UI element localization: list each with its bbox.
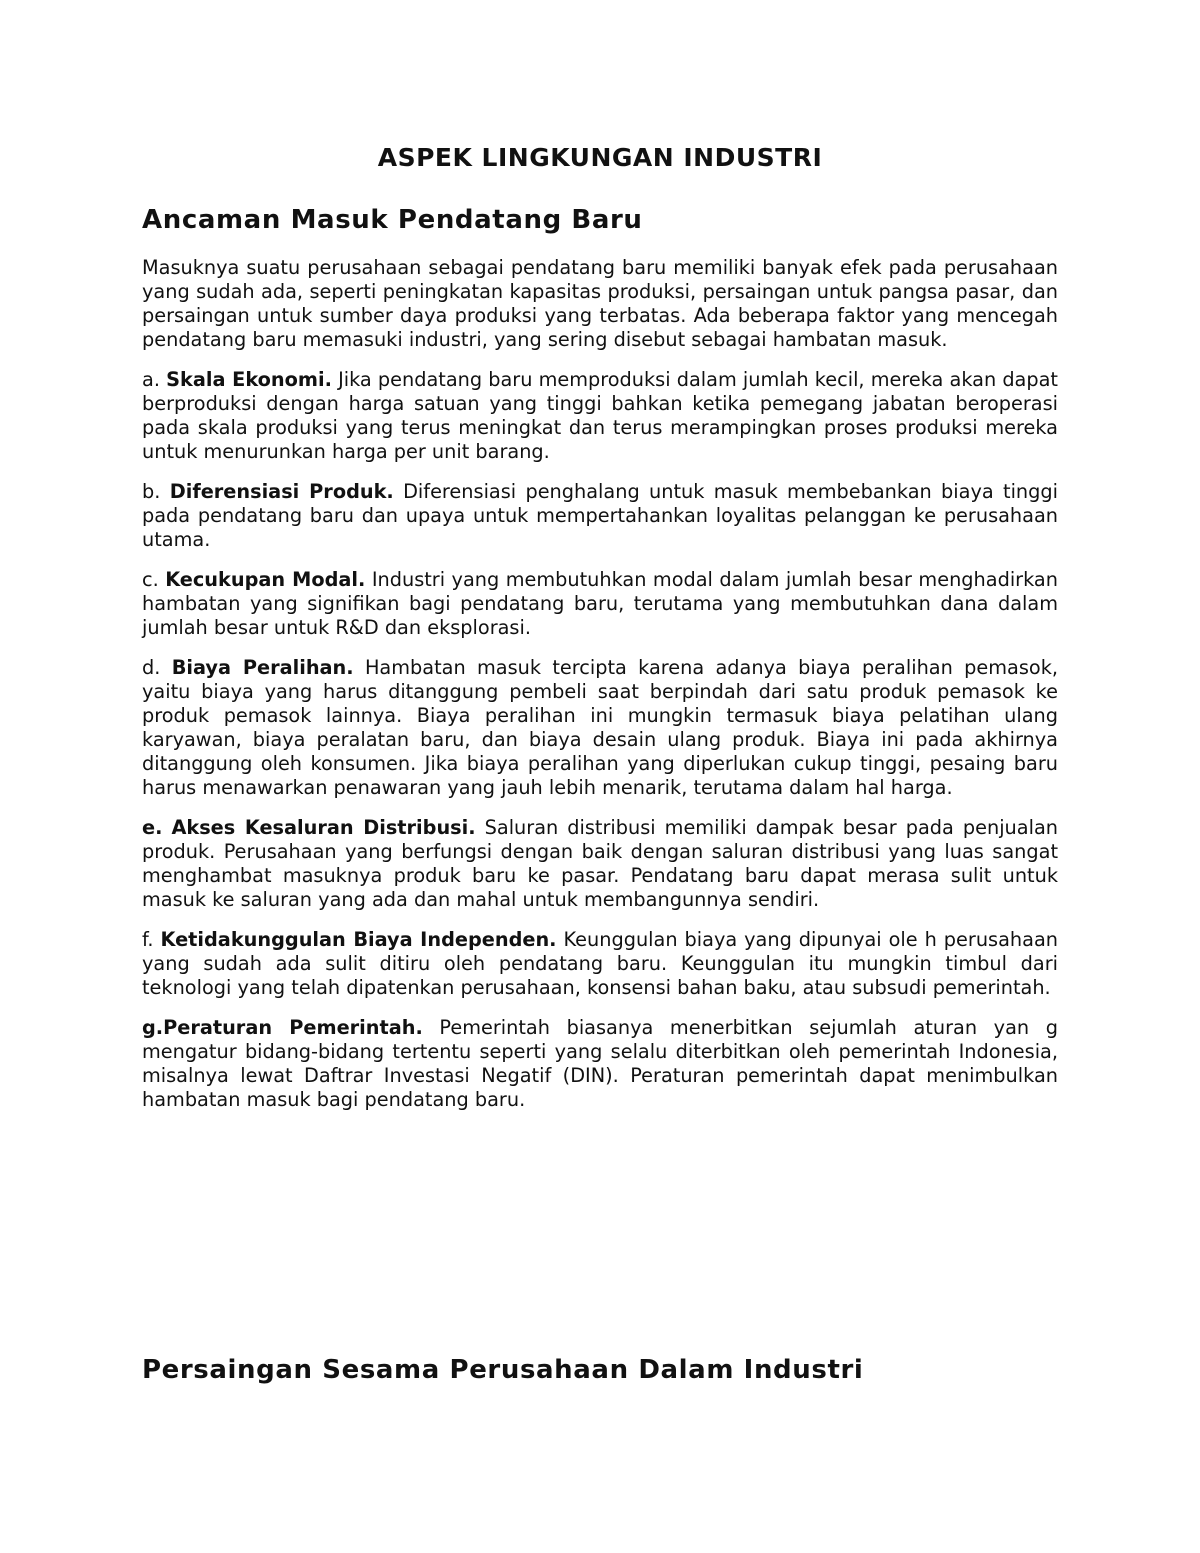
item-term: Ketidakunggulan Biaya Independen. bbox=[160, 928, 557, 951]
document-page bbox=[142, 140, 1058, 1385]
item-term: Skala Ekonomi. bbox=[166, 368, 332, 391]
list-item-e bbox=[142, 816, 1058, 912]
item-text: Pemerintah biasanya menerbitkan sejumlah aturan yan g mengatur bidang-bidang tertentu seperti yang selalu diterbitkan oleh pemerintah Indonesia, misalnya lewat Daftrar Investasi Negatif (DIN). Peraturan pemerintah dapat menimbulkan hambatan masuk bagi pendatang baru. bbox=[142, 1016, 1058, 1111]
item-label: f. bbox=[142, 928, 154, 951]
section-heading-persaingan: Persaingan Sesama Perusahaan Dalam Industri bbox=[142, 1355, 864, 1385]
item-text: Hambatan masuk tercipta karena adanya biaya peralihan pemasok, yaitu biaya yang harus ditanggung pembeli saat berpindah dari satu produk pemasok ke produk pemasok lainnya. Biaya peralihan ini mungkin termasuk biaya pelatihan ulang karyawan, biaya peralatan baru, dan biaya desain ulang produk. Biaya ini pada akhirnya ditanggung oleh konsumen. Jika biaya peralihan yang diperlukan cukup tinggi, pesaing baru harus menawarkan penawaran yang jauh lebih menarik, terutama dalam hal harga. bbox=[142, 656, 1058, 799]
item-text: Saluran distribusi memiliki dampak besar pada penjualan produk. Perusahaan yang berfungsi dengan baik dengan saluran distribusi yang luas sangat menghambat masuknya produk baru ke pasar. Pendatang baru dapat merasa sulit untuk masuk ke saluran yang ada dan mahal untuk membangunnya sendiri. bbox=[142, 816, 1058, 911]
item-label: b. bbox=[142, 480, 161, 503]
item-label: g. bbox=[142, 1016, 164, 1039]
section-heading-ancaman: Ancaman Masuk Pendatang Baru bbox=[142, 205, 643, 235]
item-text: Industri yang membutuhkan modal dalam jumlah besar menghadirkan hambatan yang signifikan bagi pendatang baru, terutama yang membutuhkan dana dalam jumlah besar untuk R&D dan eksplorasi. bbox=[142, 568, 1058, 639]
list-item-d bbox=[142, 656, 1058, 800]
list-item-c bbox=[142, 568, 1058, 640]
item-label: c. bbox=[142, 568, 159, 591]
item-label: a. bbox=[142, 368, 160, 391]
item-term: Akses Kesaluran Distribusi. bbox=[171, 816, 476, 839]
list-item-f bbox=[142, 928, 1058, 1000]
document-title: ASPEK LINGKUNGAN INDUSTRI bbox=[377, 143, 823, 172]
item-label: e. bbox=[142, 816, 163, 839]
item-term: Diferensiasi Produk. bbox=[169, 480, 394, 503]
list-item-a bbox=[142, 368, 1058, 464]
item-term: Biaya Peralihan. bbox=[171, 656, 354, 679]
list-item-g bbox=[142, 1016, 1058, 1112]
item-term: Peraturan Pemerintah. bbox=[163, 1016, 423, 1039]
intro-paragraph: Masuknya suatu perusahaan sebagai pendatang baru memiliki banyak efek pada perusahaan yang sudah ada, seperti peningkatan kapasitas produksi, persaingan untuk pangsa pasar, dan persaingan untuk sumber daya produksi yang terbatas. Ada beberapa faktor yang mencegah pendatang baru memasuki industri, yang sering disebut sebagai hambatan masuk. bbox=[142, 256, 1058, 351]
item-label: d. bbox=[142, 656, 161, 679]
item-term: Kecukupan Modal. bbox=[165, 568, 366, 591]
item-text: Jika pendatang baru memproduksi dalam jumlah kecil, mereka akan dapat berproduksi dengan harga satuan yang tinggi bahkan ketika pemegang jabatan beroperasi pada skala produksi yang terus meningkat dan terus merampingkan proses produksi mereka untuk menurunkan harga per unit barang. bbox=[142, 368, 1058, 463]
item-text: Keunggulan biaya yang dipunyai ole h perusahaan yang sudah ada sulit ditiru oleh pendatang baru. Keunggulan itu mungkin timbul dari teknologi yang telah dipatenkan perusahaan, konsensi bahan baku, atau subsudi pemerintah. bbox=[142, 928, 1058, 999]
list-item-b bbox=[142, 480, 1058, 552]
item-text: Diferensiasi penghalang untuk masuk membebankan biaya tinggi pada pendatang baru dan upaya untuk mempertahankan loyalitas pelanggan ke perusahaan utama. bbox=[142, 480, 1058, 551]
